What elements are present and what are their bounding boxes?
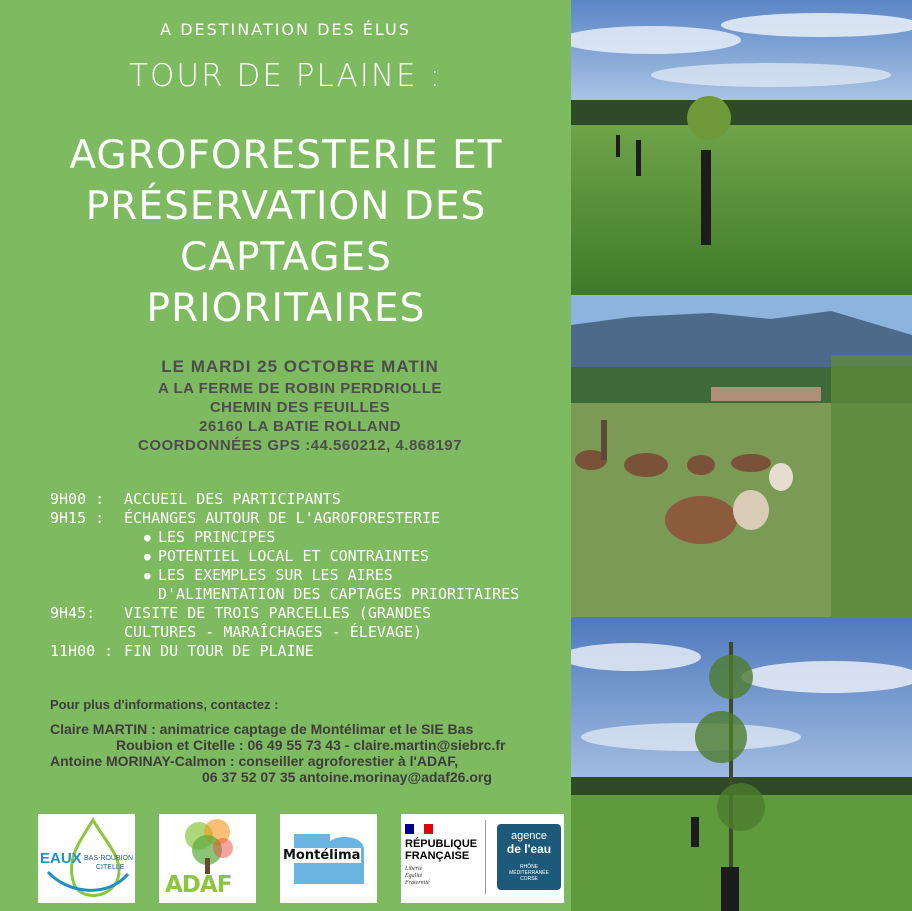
rf-motto-line: Liberté xyxy=(405,866,423,872)
rf-line: FRANÇAISE xyxy=(405,850,470,862)
program-text: FIN DU TOUR DE PLAINE xyxy=(124,642,314,660)
eaux-sub: CITELLE xyxy=(96,864,125,871)
adaf-text: ADAF xyxy=(165,872,232,898)
agence-line: agence xyxy=(510,830,548,842)
program-bullets xyxy=(50,528,570,604)
contact-line: Claire MARTIN : animatrice captage de Montélimar et le SIE Bas xyxy=(50,721,474,737)
rf-agence-logo xyxy=(401,814,564,903)
rf-text xyxy=(405,838,477,862)
bullet-item: ● LES EXEMPLES SUR LES AIRES xyxy=(144,566,570,585)
agence-line: de l'eau xyxy=(506,842,552,856)
eaux-logo xyxy=(38,814,135,903)
program-item xyxy=(50,642,570,661)
program-time: 9H00 : xyxy=(50,490,105,508)
agence-eau-logo xyxy=(497,824,561,890)
event-place: A LA FERME DE ROBIN PERDRIOLLE xyxy=(158,380,442,397)
contact-header: Pour plus d'informations, contactez : xyxy=(50,697,279,712)
rf-motto-line: Égalité xyxy=(405,873,423,879)
contact-line: 06 37 52 07 35 antoine.morinay@adaf26.org xyxy=(202,769,492,785)
program-time: 11H00 : xyxy=(50,642,114,660)
program-item xyxy=(50,604,570,642)
title-line: AGROFORESTERIE ET xyxy=(69,133,503,178)
program-text: ACCUEIL DES PARTICIPANTS xyxy=(124,490,341,508)
adaf-logo xyxy=(159,814,256,903)
rf-motto xyxy=(405,866,430,887)
audience-label: A DESTINATION DES ÉLUS xyxy=(160,20,411,39)
french-flag-icon xyxy=(405,824,433,834)
program-text-line: CULTURES - MARAÎCHAGES - ÉLEVAGE) xyxy=(124,623,423,641)
photo-sheep-pasture xyxy=(571,295,912,617)
title-line: PRIORITAIRES xyxy=(146,286,426,331)
photo-young-tree xyxy=(571,617,912,911)
agence-line: RHÔNE xyxy=(519,864,539,870)
event-gps: COORDONNÉES GPS :44.560212, 4.868197 xyxy=(138,437,462,454)
bullet-item: ● LES PRINCIPES xyxy=(144,528,570,547)
agroforestry-field-image xyxy=(571,0,912,295)
eaux-sub: BAS-ROUBION xyxy=(84,855,134,862)
young-tree-image xyxy=(571,617,912,911)
contact-line: Roubion et Citelle : 06 49 55 73 43 - claire.martin@siebrc.fr xyxy=(116,737,506,753)
program-time: 9H15 : xyxy=(50,509,105,527)
tour-title: TOUR DE PLAINE : xyxy=(129,58,442,94)
agence-line: MÉDITERRANÉE xyxy=(509,870,549,876)
event-date: LE MARDI 25 OCTOBRE MATIN xyxy=(161,357,439,376)
program-text-line: VISITE DE TROIS PARCELLES (GRANDES xyxy=(124,604,432,622)
montelima-text: Montélima xyxy=(283,848,361,863)
sheep-pasture-image xyxy=(571,295,912,617)
event-details xyxy=(0,357,600,455)
montelima-logo xyxy=(280,814,377,903)
title-line: CAPTAGES xyxy=(180,235,392,280)
photo-column xyxy=(571,0,912,911)
program-text xyxy=(124,604,570,642)
agence-line: CORSE xyxy=(520,876,538,882)
logo-divider xyxy=(485,820,486,894)
program-item xyxy=(50,490,570,509)
bullet-item: ● POTENTIEL LOCAL ET CONTRAINTES xyxy=(144,547,570,566)
rf-line: RÉPUBLIQUE xyxy=(405,838,478,850)
program-time: 9H45: xyxy=(50,604,96,622)
contact-block xyxy=(50,697,570,785)
program xyxy=(50,490,570,661)
event-street: CHEMIN DES FEUILLES xyxy=(209,399,391,416)
program-item xyxy=(50,509,570,528)
contact-line: Antoine MORINAY-Calmon : conseiller agroforestier à l'ADAF, xyxy=(50,753,459,769)
title-line: PRÉSERVATION DES xyxy=(85,184,487,229)
bullet-item-cont: D'ALIMENTATION DES CAPTAGES PRIORITAIRES xyxy=(158,585,520,603)
main-title xyxy=(0,130,586,334)
photo-agroforestry-field xyxy=(571,0,912,295)
event-city: 26160 LA BATIE ROLLAND xyxy=(199,418,401,435)
eaux-text: EAUX xyxy=(40,850,82,867)
rf-motto-line: Fraternité xyxy=(405,880,430,886)
partner-logos xyxy=(38,814,564,903)
program-text: ÉCHANGES AUTOUR DE L'AGROFORESTERIE xyxy=(124,509,441,527)
